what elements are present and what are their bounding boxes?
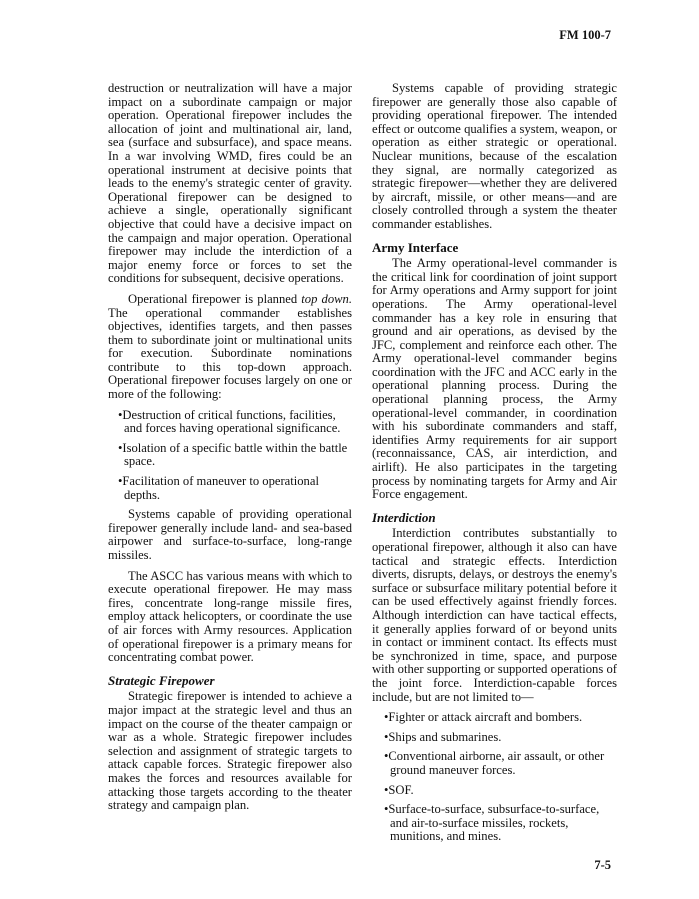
paragraph: Interdiction contributes substantially to operational firepower, although it also can have tactical and strategic effects. Interdiction diverts, disrupts, delays, or destroys the enemy's surface or subsurface military potential before it can be used effectively against friendly forces. Although interdiction can have tactical effects, it generally applies forward of or beyond units in contact or imminent contact. Its effects must be synchronized in time, space, and purpose with other supporting or supported operations of the joint force. Interdiction-capable forces include, but are not limited to— bbox=[372, 526, 617, 704]
document-id: FM 100-7 bbox=[559, 28, 611, 42]
paragraph: The ASCC has various means with which to execute operational firepower. He may mass fires, concentrate long-range missile fires, employ attack helicopters, or coordinate the use of air forces with Army resources. Application of operational firepower is a primary means for concentrating combat power. bbox=[108, 568, 352, 665]
list-item: •Conventional airborne, air assault, or other ground maneuver forces. bbox=[384, 749, 605, 777]
left-column bbox=[108, 82, 352, 820]
list-item: •Facilitation of maneuver to operational depths. bbox=[118, 474, 319, 502]
list-item: •Destruction of critical functions, facilities, and forces having operational significance. bbox=[118, 407, 341, 436]
list-item: •Fighter or attack aircraft and bombers. bbox=[384, 710, 583, 725]
paragraph: destruction or neutralization will have a major impact on a subordinate campaign or major operation. Operational firepower includes the allocation of joint and multinational air, land, sea (surface and subsurface), and space means. In a war involving WMD, fires could be an operational instrument at decisive points that leads to the enemy's strategic center of gravity. Operational firepower can be designed to achieve a single, operationally significant objective that could have a decisive impact on the campaign and major operation. Operational firepower may include the interdiction of a major enemy force or forces to set the conditions for subsequent, decisive operations. bbox=[108, 81, 352, 286]
paragraph: Systems capable of providing strategic firepower are generally those also capable of providing operational firepower. The intended effect or outcome qualifies a system, weapon, or operation as either strategic or operational. Nuclear munitions, because of the escalation they signal, are normally categorized as strategic firepower—whether they are delivered by aircraft, missile, or other means—and are closely controlled through a system the theater commander establishes. bbox=[372, 81, 617, 231]
paragraph-text: Operational firepower is planned bbox=[128, 291, 302, 306]
list-item: •Surface-to-surface, subsurface-to-surface, and air-to-surface missiles, rockets, munitions, and mines. bbox=[384, 802, 600, 844]
section-heading: Interdiction bbox=[372, 509, 436, 525]
paragraph: The Army operational-level commander is the critical link for coordination of joint support for Army operations and Army support for joint operations. The Army operational-level commander has a key role in ensuring that ground and air operations, as devised by the JFC, complement and reinforce each other. The Army operational-level commander begins coordination with the JFC and ACC early in the operational planning process. During the operational planning process, the Army operational-level commander, in coordination with his subordinate commanders and staff, identifies Army requirements for air support (reconnaissance, CAS, air interdiction, and airlift). He also participates in the targeting process by nominating targets for Army and Air Force engagement. bbox=[372, 256, 617, 502]
bullet-list bbox=[372, 711, 617, 844]
list-item: •SOF. bbox=[384, 782, 414, 797]
section-heading: Strategic Firepower bbox=[108, 672, 215, 688]
section-heading: Army Interface bbox=[372, 239, 459, 255]
list-item: •Isolation of a specific battle within the battle space. bbox=[118, 440, 348, 469]
list-item: •Ships and submarines. bbox=[384, 729, 502, 744]
paragraph: Systems capable of providing operational firepower generally include land- and sea-based airpower and surface-to-surface, long-range missiles. bbox=[108, 507, 352, 562]
paragraph: Strategic firepower is intended to achieve a major impact at the strategic level and thus an impact on the course of the theater campaign or war as a whole. Strategic firepower includes selection and assignment of strategic targets to attack capable forces. Strategic firepower also makes the forces and resources available for attacking those targets according to the theater strategy and campaign plan. bbox=[108, 689, 352, 813]
paragraph bbox=[108, 293, 352, 402]
paragraph-text: The operational commander establishes objectives, identifies targets, and then passes them to subordinate joint or multinational units for execution. Subordinate nominations contribute to this top-down approach. Operational firepower focuses largely on one or more of the following: bbox=[108, 305, 352, 402]
bullet-list bbox=[108, 409, 352, 503]
right-column bbox=[372, 82, 617, 850]
emphasis-text: top down. bbox=[301, 291, 352, 306]
page-number: 7-5 bbox=[594, 858, 611, 872]
